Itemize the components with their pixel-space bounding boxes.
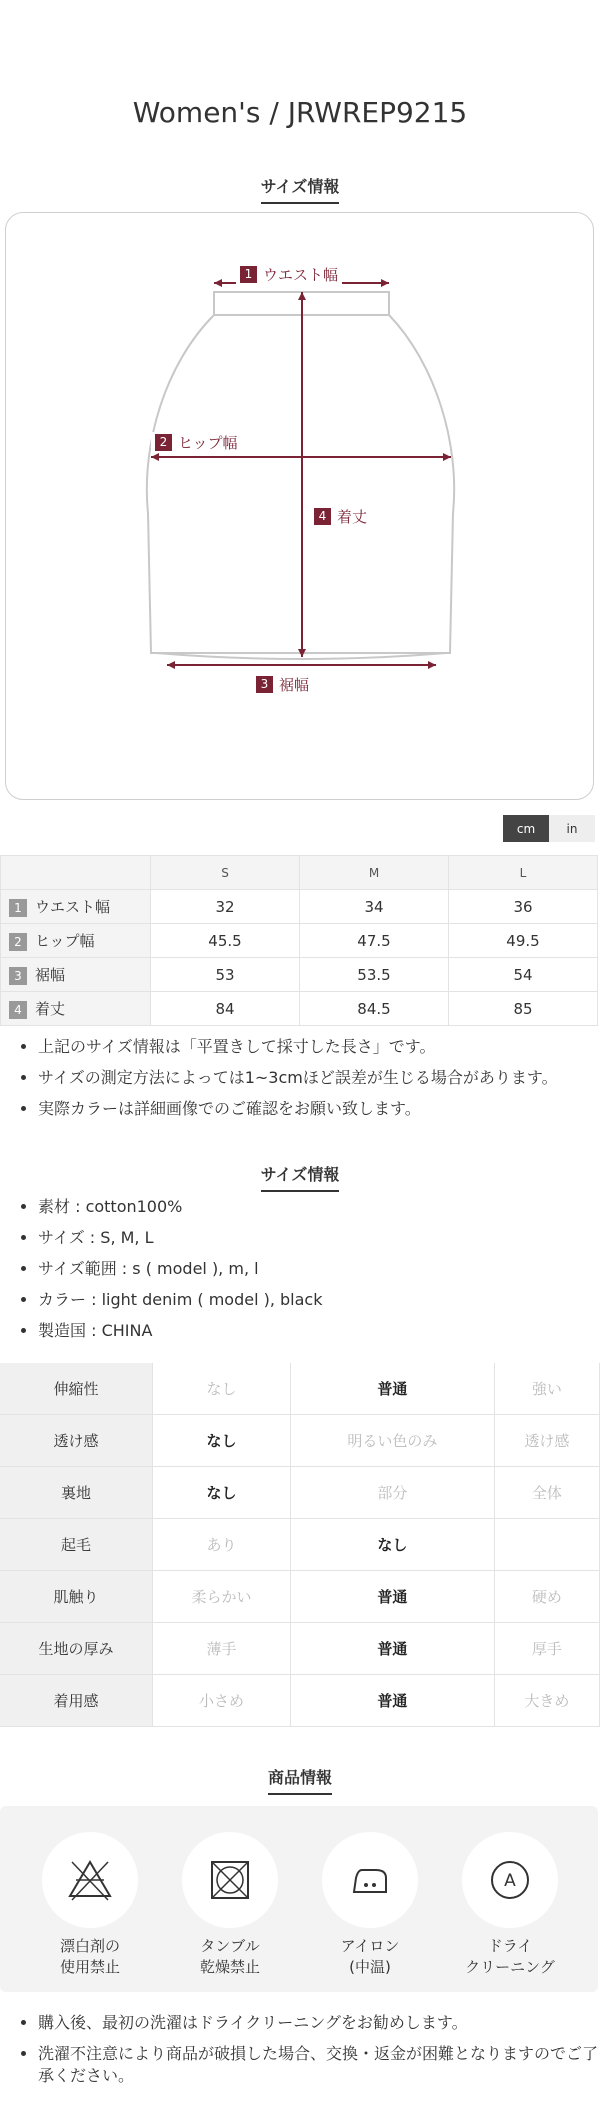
unit-in-button[interactable]: in — [549, 815, 595, 842]
feel-option: 硬め — [494, 1571, 599, 1623]
table-row — [0, 1675, 600, 1727]
feel-option: 小さめ — [153, 1675, 291, 1727]
iron-medium-icon — [322, 1832, 418, 1928]
product-spec-heading: サイズ情報 — [0, 1162, 600, 1192]
feel-option: 厚手 — [494, 1623, 599, 1675]
list-item: • 素材 : cotton100% — [38, 1196, 598, 1218]
feel-row-label: 透け感 — [0, 1415, 153, 1467]
feel-row-label: 生地の厚み — [0, 1623, 153, 1675]
size-col-s: S — [151, 856, 300, 890]
row-label: ウエスト幅 — [35, 898, 111, 916]
list-item: • 実際カラーは詳細画像でのご確認をお願い致します。 — [38, 1098, 598, 1120]
feel-row-label: 肌触り — [0, 1571, 153, 1623]
size-diagram — [5, 212, 594, 800]
list-item: • 購入後、最初の洗濯はドライクリーニングをお勧めします。 — [38, 2012, 598, 2034]
svg-text:A: A — [504, 1871, 516, 1891]
row-label: 着丈 — [35, 1000, 66, 1018]
table-row — [0, 1467, 600, 1519]
size-col-m: M — [300, 856, 449, 890]
feel-option: 明るい色のみ — [291, 1415, 495, 1467]
skirt-diagram-svg — [6, 213, 595, 801]
care-icons-panel — [0, 1806, 598, 1992]
care-label: 漂白剤の 使用禁止 — [59, 1937, 120, 1976]
feel-option: 柔らかい — [153, 1571, 291, 1623]
unit-cm-button[interactable]: cm — [503, 815, 549, 842]
product-info-heading: 商品情報 — [0, 1765, 600, 1795]
row-label: 裾幅 — [35, 966, 66, 984]
size-table — [0, 855, 598, 1026]
feel-option: なし — [291, 1519, 495, 1571]
feel-option: 普通 — [291, 1571, 495, 1623]
feel-option: 普通 — [291, 1623, 495, 1675]
feel-option: なし — [153, 1467, 291, 1519]
hem-label: 3 裾幅 — [252, 674, 313, 695]
table-row — [0, 1623, 600, 1675]
care-label: ドライ クリーニング — [465, 1937, 555, 1976]
fabric-feel-table — [0, 1363, 600, 1727]
list-item: • 上記のサイズ情報は「平置きして採寸した長さ」です。 — [38, 1036, 598, 1058]
care-label: アイロン (中温) — [340, 1937, 400, 1976]
dry-clean-icon — [462, 1832, 558, 1928]
table-row: 4 着丈 84 84.5 85 — [1, 992, 598, 1026]
feel-option: 全体 — [494, 1467, 599, 1519]
size-col-l: L — [449, 856, 598, 890]
size-table-header — [1, 856, 598, 890]
table-row — [0, 1363, 600, 1415]
feel-row-label: 裏地 — [0, 1467, 153, 1519]
list-item: • カラー : light denim ( model ), black — [38, 1289, 598, 1311]
care-label: タンブル 乾燥禁止 — [199, 1937, 260, 1976]
row-label: ヒップ幅 — [35, 932, 95, 950]
list-item: • 製造国 : CHINA — [38, 1320, 598, 1342]
list-item: • 洗濯不注意により商品が破損した場合、交換・返金が困難となりますのでご了承ください。 — [38, 2043, 598, 2087]
feel-option: 強い — [494, 1363, 599, 1415]
length-label: 4 着丈 — [310, 506, 371, 527]
skirt-outline — [147, 315, 454, 653]
size-notes — [18, 1036, 598, 1129]
care-item-no-bleach — [42, 1832, 138, 1978]
table-row: 1 ウエスト幅 32 34 36 — [1, 890, 598, 924]
list-item: • サイズ : S, M, L — [38, 1227, 598, 1249]
table-row — [0, 1519, 600, 1571]
table-row — [0, 1571, 600, 1623]
feel-option: 大きめ — [494, 1675, 599, 1727]
feel-option — [494, 1519, 599, 1571]
no-tumble-dry-icon — [182, 1832, 278, 1928]
feel-option: なし — [153, 1415, 291, 1467]
list-item: • サイズの測定方法によっては1~3cmほど誤差が生じる場合があります。 — [38, 1067, 598, 1089]
feel-option: 部分 — [291, 1467, 495, 1519]
feel-option: 薄手 — [153, 1623, 291, 1675]
product-specs — [18, 1196, 598, 1351]
feel-row-label: 起毛 — [0, 1519, 153, 1571]
list-item: • サイズ範囲 : s ( model ), m, l — [38, 1258, 598, 1280]
size-info-heading: サイズ情報 — [0, 174, 600, 204]
table-row: 2 ヒップ幅 45.5 47.5 49.5 — [1, 924, 598, 958]
feel-option: 透け感 — [494, 1415, 599, 1467]
page-title: Women's / JRWREP9215 — [132, 96, 468, 129]
feel-option: 普通 — [291, 1675, 495, 1727]
table-row — [0, 1415, 600, 1467]
table-row: 3 裾幅 53 53.5 54 — [1, 958, 598, 992]
feel-row-label: 着用感 — [0, 1675, 153, 1727]
care-item-iron — [322, 1832, 418, 1978]
hip-label: 2 ヒップ幅 — [151, 432, 242, 453]
waist-label: 1 ウエスト幅 — [236, 264, 342, 285]
no-bleach-icon — [42, 1832, 138, 1928]
care-notes — [18, 2012, 598, 2096]
care-item-dry-clean — [462, 1832, 558, 1978]
feel-option: 普通 — [291, 1363, 495, 1415]
feel-option: あり — [153, 1519, 291, 1571]
unit-toggle[interactable] — [503, 815, 595, 842]
care-item-no-tumble — [182, 1832, 278, 1978]
feel-row-label: 伸縮性 — [0, 1363, 153, 1415]
feel-option: なし — [153, 1363, 291, 1415]
